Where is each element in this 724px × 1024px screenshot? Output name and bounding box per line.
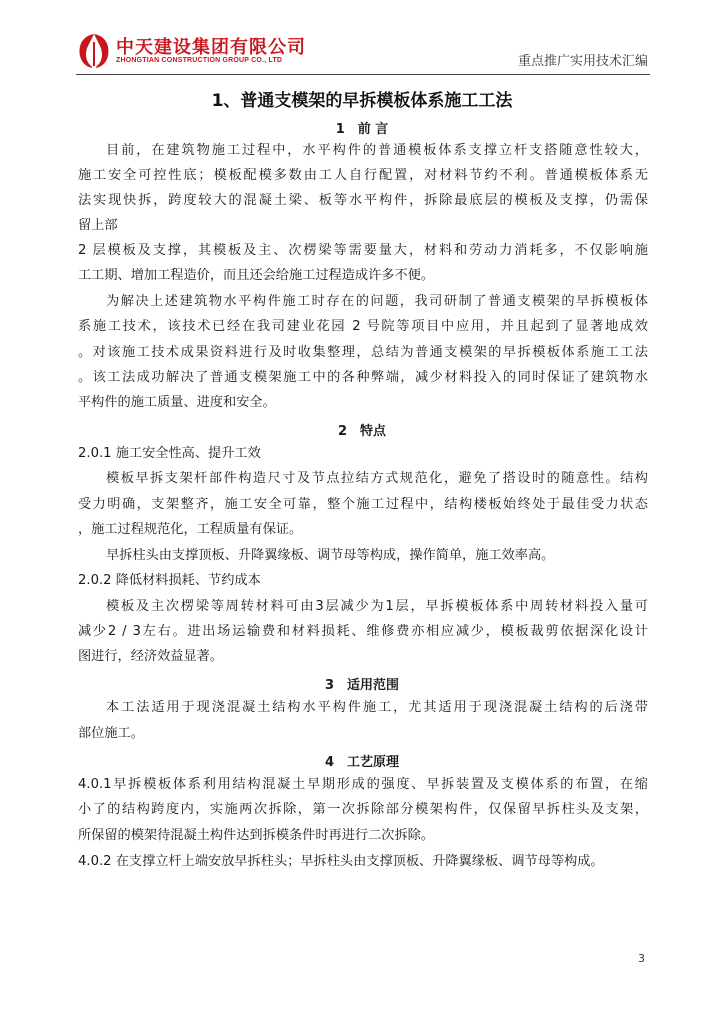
text-line: 模板早拆支架杆部件构造尺寸及节点拉结方式规范化，避免了搭设时的随意性。结构 (106, 471, 648, 486)
text-line: 目前，在建筑物施工过程中，水平构件的普通模板体系支撑立杆支搭随意性较大， (106, 143, 648, 158)
section-4-heading: 4 工艺原理 (324, 755, 400, 770)
company-name-en: ZHONGTIAN CONSTRUCTION GROUP CO., LTD (116, 57, 283, 64)
text-line: 减少2 / 3左右。进出场运输费和材料损耗、维修费亦相应减少，模板裁剪依据深化设计 (78, 624, 648, 639)
text-line: 。该工法成功解决了普通支模架施工中的各种弊端，减少材料投入的同时保证了建筑物水 (78, 370, 648, 385)
text-line: 4.0.1早拆模板体系利用结构混凝土早期形成的强度、早拆装置及支模体系的布置，在缩 (78, 777, 648, 792)
subsection-heading: 2.0.2 降低材料损耗、节约成本 (78, 573, 261, 588)
text-line: 工工期、增加工程造价，而且还会给施工过程造成许多不便。 (78, 268, 435, 283)
page-number: 3 (638, 952, 645, 965)
page-header (76, 30, 650, 75)
company-logo-icon (76, 32, 112, 70)
text-line: 小了的结构跨度内，实施两次拆除，第一次拆除部分模架构件，仅保留早拆柱头及支架， (78, 802, 648, 817)
text-line: 。对该施工技术成果资料进行及时收集整理，总结为普通支模架的早拆模板体系施工工法 (78, 345, 648, 360)
company-name-cn: 中天建设集团有限公司 (116, 37, 306, 58)
text-line: 为解决上述建筑物水平构件施工时存在的问题，我司研制了普通支模架的早拆模板体 (106, 294, 648, 309)
text-line: ，施工过程规范化，工程质量有保证。 (78, 522, 303, 537)
text-line: 本工法适用于现浇混凝土结构水平构件施工，尤其适用于现浇混凝土结构的后浇带 (106, 700, 648, 715)
text-line: 平构件的施工质量、进度和安全。 (78, 395, 276, 410)
text-line: 受力明确，支架整齐，施工安全可靠，整个施工过程中，结构楼板始终处于最佳受力状态 (78, 497, 648, 512)
text-line: 图进行，经济效益显著。 (78, 649, 224, 664)
text-line: 部位施工。 (78, 726, 144, 741)
text-line: 早拆柱头由支撑顶板、升降翼缘板、调节母等构成，操作简单，施工效率高。 (106, 548, 555, 563)
section-1-heading: 1 前 言 (335, 122, 389, 137)
text-line: 施工安全可控性底；模板配模多数由工人自行配置，对材料节约不利。普通模板体系无 (78, 168, 648, 183)
compilation-title: 重点推广实用技术汇编 (517, 54, 648, 69)
section-2-heading: 2 特点 (337, 424, 387, 439)
subsection-heading: 2.0.1 施工安全性高、提升工效 (78, 446, 261, 461)
text-line: 系施工技术，该技术已经在我司建业花园 2 号院等项目中应用，并且起到了显著地成效 (78, 319, 648, 334)
text-line: 留上部 (78, 218, 118, 233)
text-line: 所保留的模架待混凝土构件达到拆模条件时再进行二次拆除。 (78, 828, 435, 843)
text-line: 法实现快拆，跨度较大的混凝土梁、板等水平构件，拆除最底层的模板及支撑，仍需保 (78, 193, 648, 208)
text-line: 2 层模板及支撑，其模板及主、次楞梁等需要量大，材料和劳动力消耗多，不仅影响施 (78, 243, 648, 258)
section-3-heading: 3 适用范围 (324, 678, 400, 693)
document-title: 1、普通支模架的早拆模板体系施工工法 (211, 91, 513, 111)
text-line: 模板及主次楞梁等周转材料可由3层减少为1层，早拆模板体系中周转材料投入量可 (106, 599, 648, 614)
company-logo (76, 30, 316, 74)
text-line: 4.0.2 在支撑立杆上端安放早拆柱头；早拆柱头由支撑顶板、升降翼缘板、调节母等构成。 (78, 854, 604, 869)
